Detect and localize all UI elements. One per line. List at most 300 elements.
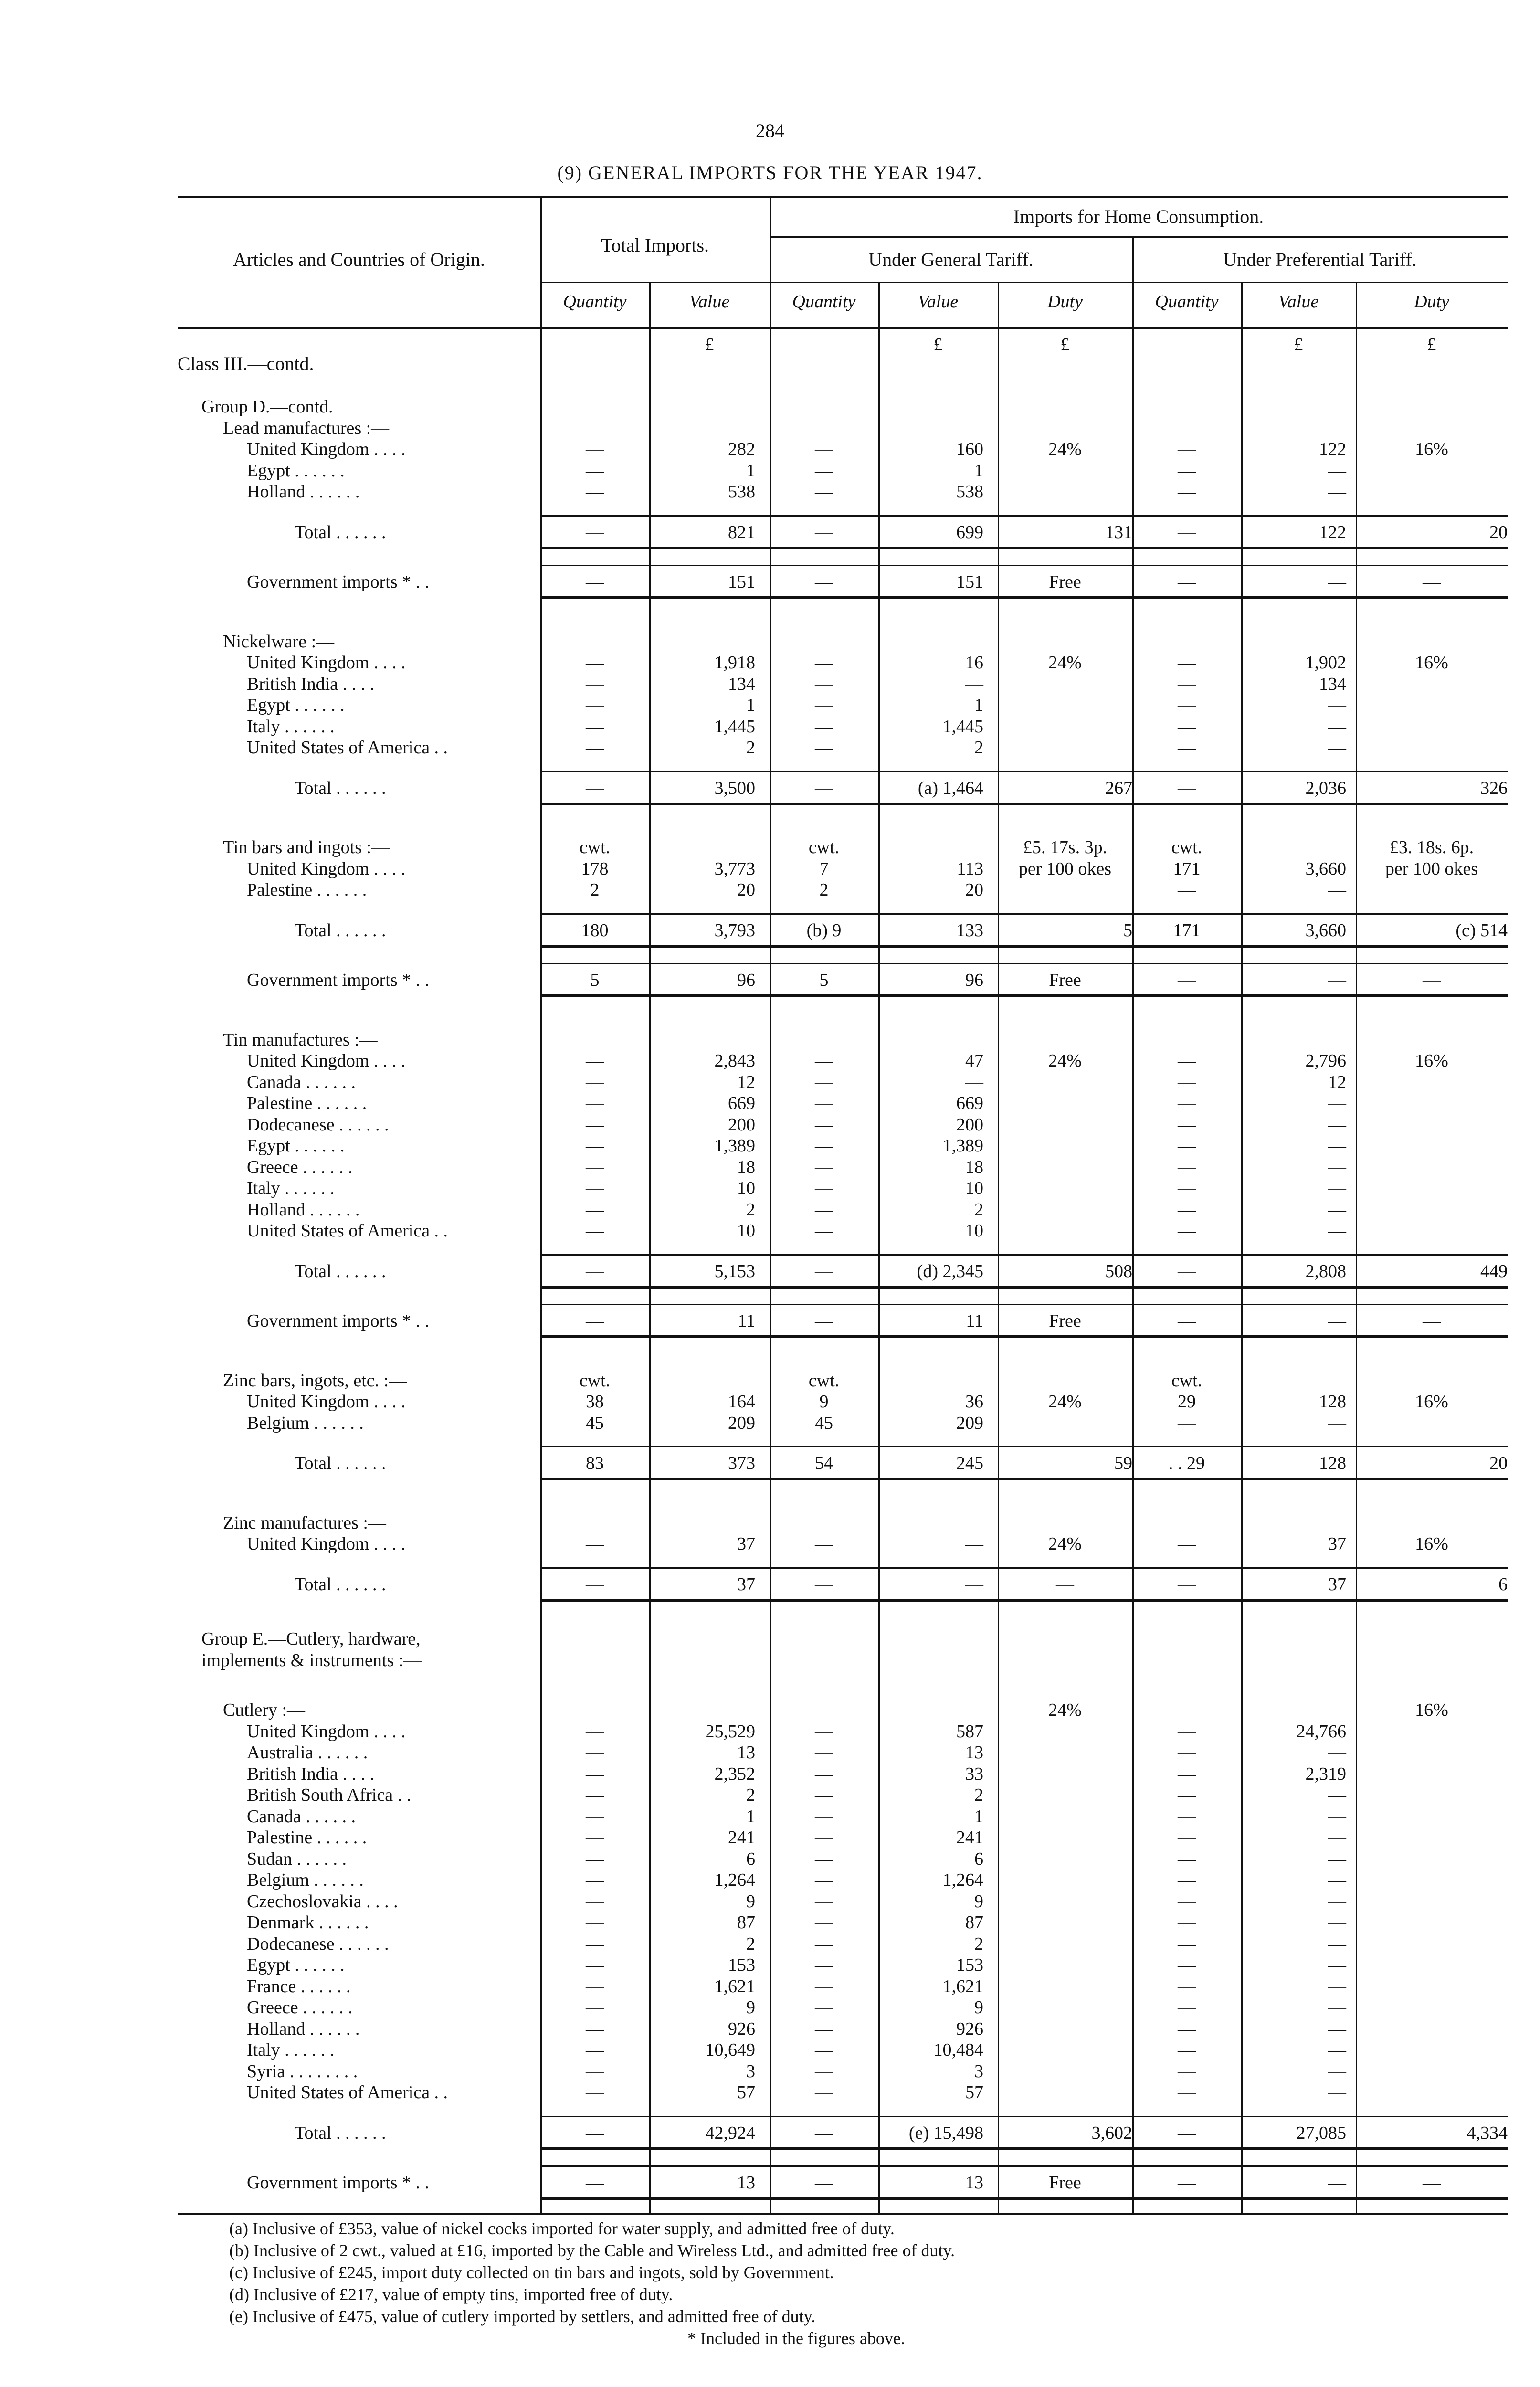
cell-pd: — [1423, 1311, 1441, 1331]
header-total-imports: Total Imports. [601, 234, 709, 256]
cell-pv: 12 [1328, 1072, 1346, 1092]
pound-total-value: £ [705, 335, 714, 355]
cell-pq: — [1178, 1955, 1196, 1975]
cell-tq: — [586, 1311, 604, 1331]
cell-pv: — [1328, 572, 1346, 592]
row-label-item: Egypt . . . . . . [247, 1955, 345, 1975]
cell-tv: 209 [728, 1413, 755, 1433]
pound-general-value: £ [933, 335, 943, 355]
row-label-item: Egypt . . . . . . [247, 460, 345, 481]
column-line [770, 196, 771, 2213]
cell-tv: 373 [728, 1453, 755, 1473]
cell-pq: — [1178, 1891, 1196, 1912]
cell-tv: 20 [737, 880, 755, 900]
cell-pd: per 100 okes [1385, 858, 1478, 879]
cell-tv: 11 [738, 1311, 755, 1331]
cell-pq: — [1178, 1178, 1196, 1198]
cell-gq: — [815, 2173, 833, 2193]
cell-pv: — [1328, 716, 1346, 737]
cell-gv: 538 [956, 482, 983, 502]
cell-gv: (a) 1,464 [918, 778, 983, 798]
table-bottom-rule [178, 2213, 1508, 2215]
header-general-tariff: Under General Tariff. [868, 249, 1034, 270]
cell-gv: 669 [956, 1093, 983, 1113]
cell-gq: (b) 9 [806, 920, 842, 940]
cell-gq: — [815, 572, 833, 592]
cell-gv: 153 [956, 1955, 983, 1975]
cell-tq: — [586, 1997, 604, 2017]
cell-tv: 18 [737, 1157, 755, 1177]
total-rule-bottom [540, 1335, 1508, 1338]
cell-gd: 5 [1123, 920, 1132, 940]
cell-gv: — [965, 1534, 983, 1554]
cell-gq: — [815, 1072, 833, 1092]
cell-gd: Free [1049, 2173, 1081, 2193]
header-bottom-rule [178, 327, 1508, 329]
cell-tv: 153 [728, 1955, 755, 1975]
row-label-gov: Government imports * . . [247, 1311, 430, 1331]
cell-gq: — [815, 1785, 833, 1805]
cell-tv: 10 [737, 1178, 755, 1198]
cell-pq: — [1178, 1093, 1196, 1113]
cell-tq: — [586, 439, 604, 459]
cell-gv: 926 [956, 2018, 983, 2039]
cell-tv: 2 [746, 1933, 755, 1954]
footnote-b: (b) Inclusive of 2 cwt., valued at £16, imported by the Cable and Wireless Ltd., and admitted free of duty. [229, 2241, 955, 2260]
cell-pv: — [1328, 1806, 1346, 1827]
cell-gd: 24% [1048, 1534, 1082, 1554]
cell-tv: 37 [737, 1574, 755, 1595]
cell-gq: — [815, 1891, 833, 1912]
cell-tq: — [586, 2040, 604, 2060]
cell-pq: — [1178, 439, 1196, 459]
cell-tq: — [586, 1785, 604, 1805]
cell-tq: 38 [586, 1392, 604, 1412]
row-label-item: Holland . . . . . . [247, 482, 360, 502]
cell-pq: — [1178, 970, 1196, 990]
cell-tq: — [586, 482, 604, 502]
cell-tq: — [586, 1534, 604, 1554]
cell-pv: 37 [1328, 1574, 1346, 1595]
cell-gv: 2 [974, 1933, 983, 1954]
cell-tv: 282 [728, 439, 755, 459]
cell-pv: — [1328, 1199, 1346, 1220]
cell-tq: cwt. [579, 1370, 611, 1391]
cell-gv: 3 [974, 2061, 983, 2081]
cell-gd: 267 [1105, 778, 1132, 798]
cell-gq: — [815, 460, 833, 481]
cell-gv: 699 [956, 522, 983, 542]
cell-pq: — [1178, 1806, 1196, 1827]
cell-tv: 10 [737, 1221, 755, 1241]
row-label-total: Total . . . . . . [295, 2123, 386, 2143]
cell-pv: 37 [1328, 1534, 1346, 1554]
cell-pq: — [1178, 1976, 1196, 1996]
cell-tv: 821 [728, 522, 755, 542]
total-rule-bottom [540, 596, 1508, 599]
header-pref-quantity: Quantity [1155, 292, 1219, 312]
cell-pq: — [1178, 572, 1196, 592]
total-rule-top [540, 913, 1508, 915]
cell-pq: — [1178, 522, 1196, 542]
cell-gq: — [815, 1955, 833, 1975]
header-pref-duty: Duty [1414, 292, 1449, 312]
cell-pv: — [1328, 2082, 1346, 2102]
cell-pv: — [1328, 482, 1346, 502]
cell-tv: 1 [746, 1806, 755, 1827]
cell-tv: 87 [737, 1912, 755, 1933]
cell-pv: — [1328, 1136, 1346, 1156]
cell-gv: 200 [956, 1114, 983, 1135]
cell-gv: 209 [956, 1413, 983, 1433]
cell-gq: — [815, 1093, 833, 1113]
cell-pd: 4,334 [1466, 2123, 1508, 2143]
cell-pq: — [1178, 1114, 1196, 1135]
pound-pref-duty: £ [1427, 335, 1436, 355]
cell-pq: 29 [1178, 1392, 1196, 1412]
cell-gq: — [815, 1976, 833, 1996]
cell-gv: 96 [965, 970, 983, 990]
cell-pq: — [1178, 1743, 1196, 1763]
cell-gv: 11 [966, 1311, 983, 1331]
footnotes [229, 2218, 955, 2349]
cell-tq: 83 [586, 1453, 604, 1473]
cell-pv: 3,660 [1305, 858, 1346, 879]
row-label-total: Total . . . . . . [295, 1453, 386, 1473]
row-label-item: British India . . . . [247, 1764, 375, 1784]
cell-tq: — [586, 1072, 604, 1092]
cell-pv: 2,796 [1305, 1051, 1346, 1071]
cell-gd: 24% [1048, 439, 1082, 459]
total-rule-bottom [540, 803, 1508, 805]
row-label-gov: Government imports * . . [247, 2173, 430, 2193]
cell-pq: cwt. [1171, 837, 1202, 857]
row-label-item: Australia . . . . . . [247, 1743, 368, 1763]
cell-tv: 10,649 [705, 2040, 755, 2060]
cell-gq: — [815, 653, 833, 673]
cell-tv: 9 [746, 1891, 755, 1912]
header-home-consumption: Imports for Home Consumption. [1013, 206, 1264, 227]
cell-pd: — [1423, 970, 1441, 990]
cell-gq: 5 [819, 970, 829, 990]
row-label-item: Dodecanese . . . . . . [247, 1114, 389, 1135]
pound-general-duty: £ [1060, 335, 1070, 355]
row-label-total: Total . . . . . . [295, 778, 386, 798]
cell-pq: — [1178, 716, 1196, 737]
cell-tq: — [586, 2173, 604, 2193]
row-label-item: Syria . . . . . . . . [247, 2061, 358, 2081]
cell-tq: — [586, 1221, 604, 1241]
cell-gv: 2 [974, 1785, 983, 1805]
cell-gv: 16 [965, 653, 983, 673]
cell-pd: 449 [1480, 1261, 1508, 1281]
cell-tv: 13 [737, 1743, 755, 1763]
row-label-item: Holland . . . . . . [247, 2018, 360, 2039]
row-label-item: British India . . . . [247, 674, 375, 694]
cell-gv: (e) 15,498 [908, 2123, 983, 2143]
row-label-total: Total . . . . . . [295, 522, 386, 542]
cell-pv: — [1328, 2061, 1346, 2081]
cell-pd: 16% [1415, 439, 1448, 459]
cell-pq: — [1178, 1199, 1196, 1220]
footnote-d: (d) Inclusive of £217, value of empty tins, imported free of duty. [229, 2285, 673, 2304]
cell-tv: 2,843 [714, 1051, 755, 1071]
cell-pv: — [1328, 2040, 1346, 2060]
cell-pd: — [1423, 572, 1441, 592]
column-line [1241, 282, 1243, 2213]
cell-tv: 241 [728, 1827, 755, 1848]
cell-pd: 16% [1415, 653, 1448, 673]
cell-gd: 508 [1105, 1261, 1132, 1281]
cell-tq: — [586, 1178, 604, 1198]
total-rule-top [540, 1446, 1508, 1447]
row-label-item: British South Africa . . [247, 1785, 411, 1805]
row-label-item: Greece . . . . . . [247, 1997, 353, 2017]
cell-pq: — [1178, 1261, 1196, 1281]
cell-tv: 12 [737, 1072, 755, 1092]
cell-pd: 16% [1415, 1700, 1448, 1720]
cell-tv: 1,621 [714, 1976, 755, 1996]
cell-gv: 10 [965, 1178, 983, 1198]
cell-gq: — [815, 2082, 833, 2102]
cell-pv: — [1328, 1743, 1346, 1763]
cell-pq: — [1178, 1051, 1196, 1071]
cell-tq: — [586, 1870, 604, 1890]
footnote-c: (c) Inclusive of £245, import duty collected on tin bars and ingots, sold by Government. [229, 2263, 834, 2282]
cell-gq: — [815, 1764, 833, 1784]
cell-tq: — [586, 1912, 604, 1933]
total-rule-bottom [540, 994, 1508, 997]
total-rule-top [540, 2116, 1508, 2117]
cell-pq: cwt. [1171, 1370, 1202, 1391]
header-total-value: Value [689, 292, 730, 312]
total-rule-top [540, 1567, 1508, 1569]
cell-tv: 3,793 [714, 920, 755, 940]
footnote-a: (a) Inclusive of £353, value of nickel cocks imported for water supply, and admitted free of duty. [229, 2219, 895, 2238]
cell-gv: 57 [965, 2082, 983, 2102]
cell-gv: — [965, 1574, 983, 1595]
cell-pq: — [1178, 1764, 1196, 1784]
cell-gq: — [815, 1261, 833, 1281]
row-label-sub: Tin bars and ingots :— [223, 837, 390, 857]
cell-tv: 1,389 [714, 1136, 755, 1156]
cell-pv: — [1328, 1157, 1346, 1177]
cell-gd: 131 [1105, 522, 1132, 542]
row-label-item: Sudan . . . . . . [247, 1848, 347, 1869]
cell-gq: — [815, 2018, 833, 2039]
row-label-item: Italy . . . . . . [247, 1178, 335, 1198]
page-number: 284 [756, 120, 784, 141]
cell-pq: — [1178, 460, 1196, 481]
cell-gq: — [815, 778, 833, 798]
cell-tv: 57 [737, 2082, 755, 2102]
row-label-item: Dodecanese . . . . . . [247, 1933, 389, 1954]
footnote-e: (e) Inclusive of £475, value of cutlery imported by settlers, and admitted free of duty. [229, 2307, 816, 2326]
cell-tv: 1,918 [714, 653, 755, 673]
cell-pv: — [1328, 2018, 1346, 2039]
cell-gv: 47 [965, 1051, 983, 1071]
row-label-item: Denmark . . . . . . [247, 1912, 369, 1933]
cell-gd: 59 [1114, 1453, 1132, 1473]
cell-gq: — [815, 1136, 833, 1156]
cell-gv: 160 [956, 439, 983, 459]
cell-tv: 1,264 [714, 1870, 755, 1890]
cell-pd: 20 [1489, 522, 1508, 542]
row-label-gov: Government imports * . . [247, 970, 430, 990]
cell-pv: — [1328, 695, 1346, 715]
cell-gv: 113 [957, 858, 983, 879]
cell-pd: 16% [1415, 1051, 1448, 1071]
cell-gd: 24% [1048, 1392, 1082, 1412]
cell-gv: 1,445 [942, 716, 983, 737]
cell-gq: — [815, 482, 833, 502]
cell-pv: — [1328, 2173, 1346, 2193]
cell-gv: 1 [974, 695, 983, 715]
cell-tq: cwt. [579, 837, 611, 857]
cell-tq: — [586, 1199, 604, 1220]
header-rule-sub [540, 282, 1508, 283]
total-rule-bottom [540, 1478, 1508, 1480]
cell-pv: — [1328, 1997, 1346, 2017]
table-top-rule [178, 196, 1508, 198]
cell-gv: 18 [965, 1157, 983, 1177]
cell-tv: 3 [746, 2061, 755, 2081]
row-label-item: United States of America . . [247, 738, 448, 758]
row-label-item: Belgium . . . . . . [247, 1870, 364, 1890]
cell-gq: 9 [819, 1392, 829, 1412]
class-heading: Class III.—contd. [178, 353, 314, 374]
cell-gq: — [815, 439, 833, 459]
cell-tv: 926 [728, 2018, 755, 2039]
cell-gq: — [815, 1997, 833, 2017]
cell-gq: — [815, 1051, 833, 1071]
cell-tq: 2 [590, 880, 600, 900]
cell-tv: 6 [746, 1848, 755, 1869]
cell-tq: — [586, 1743, 604, 1763]
cell-gv: 133 [956, 920, 983, 940]
cell-tv: 164 [728, 1392, 755, 1412]
cell-tv: 200 [728, 1114, 755, 1135]
cell-pq: — [1178, 2123, 1196, 2143]
cell-pv: — [1328, 1976, 1346, 1996]
cell-gq: 45 [815, 1413, 833, 1433]
cell-tv: 2 [746, 1785, 755, 1805]
cell-pv: 122 [1319, 439, 1346, 459]
cell-tv: 42,924 [705, 2123, 755, 2143]
cell-tq: — [586, 1136, 604, 1156]
row-label-item: Palestine . . . . . . [247, 1093, 367, 1113]
cell-tq: 45 [586, 1413, 604, 1433]
row-label-item: United Kingdom . . . . [247, 439, 406, 459]
cell-tq: 180 [581, 920, 609, 940]
row-label-sub: Cutlery :— [223, 1700, 306, 1720]
cell-pq: — [1178, 1072, 1196, 1092]
cell-tq: — [586, 1848, 604, 1869]
cell-pq: — [1178, 1785, 1196, 1805]
cell-pv: — [1328, 970, 1346, 990]
cell-pq: — [1178, 695, 1196, 715]
cell-pd: 16% [1415, 1534, 1448, 1554]
row-label-item: United States of America . . [247, 1221, 448, 1241]
cell-gq: — [815, 1806, 833, 1827]
cell-pv: 2,808 [1305, 1261, 1346, 1281]
cell-pd: — [1423, 2173, 1441, 2193]
cell-pq: — [1178, 1870, 1196, 1890]
row-label-item: United Kingdom . . . . [247, 1051, 406, 1071]
cell-gq: — [815, 1743, 833, 1763]
cell-tv: 134 [728, 674, 755, 694]
cell-pv: 2,036 [1305, 778, 1346, 798]
cell-gq: — [815, 1574, 833, 1595]
row-label-total: Total . . . . . . [295, 1574, 386, 1595]
cell-gq: — [815, 1534, 833, 1554]
row-label-item: Egypt . . . . . . [247, 695, 345, 715]
cell-gq: — [815, 695, 833, 715]
cell-gd: 24% [1048, 1700, 1082, 1720]
row-label-item: Belgium . . . . . . [247, 1413, 364, 1433]
cell-gd: 24% [1048, 1051, 1082, 1071]
cell-gv: 13 [965, 1743, 983, 1763]
cell-pv: — [1328, 1413, 1346, 1433]
cell-tq: — [586, 674, 604, 694]
cell-tq: — [586, 460, 604, 481]
cell-gv: 9 [974, 1891, 983, 1912]
cell-pq: — [1178, 778, 1196, 798]
cell-pv: — [1328, 1311, 1346, 1331]
cell-gq: — [815, 2040, 833, 2060]
cell-gq: cwt. [808, 1370, 840, 1391]
row-label-item: United Kingdom . . . . [247, 653, 406, 673]
cell-gq: — [815, 1221, 833, 1241]
cell-gq: — [815, 1848, 833, 1869]
cell-tq: — [586, 1891, 604, 1912]
cell-gv: 245 [956, 1453, 983, 1473]
cell-gq: — [815, 1157, 833, 1177]
cell-gv: 1,389 [942, 1136, 983, 1156]
header-total-quantity: Quantity [563, 292, 627, 312]
cell-pv: — [1328, 1891, 1346, 1912]
total-rule-top [540, 2165, 1508, 2167]
cell-pv: — [1328, 1848, 1346, 1869]
cell-pv: 3,660 [1305, 920, 1346, 940]
cell-pq: — [1178, 2082, 1196, 2102]
cell-gv: 2 [974, 1199, 983, 1220]
cell-gv: 151 [956, 572, 983, 592]
cell-pq: — [1178, 1912, 1196, 1933]
column-line [540, 196, 542, 2213]
cell-pq: — [1178, 1933, 1196, 1954]
cell-tq: — [586, 716, 604, 737]
cell-gv: — [965, 1072, 983, 1092]
row-label-sub: Zinc bars, ingots, etc. :— [223, 1370, 407, 1391]
cell-gd: 24% [1048, 653, 1082, 673]
cell-pv: — [1328, 1178, 1346, 1198]
total-rule-bottom [540, 1286, 1508, 1289]
cell-pq: — [1178, 1157, 1196, 1177]
cell-gq: — [815, 1114, 833, 1135]
imports-table [178, 196, 1508, 2213]
cell-pv: — [1328, 1933, 1346, 1954]
cell-tq: — [586, 1574, 604, 1595]
cell-pq: — [1178, 1413, 1196, 1433]
page-title: (9) GENERAL IMPORTS FOR THE YEAR 1947. [557, 162, 983, 183]
row-label-item: Holland . . . . . . [247, 1199, 360, 1220]
cell-pv: — [1328, 1785, 1346, 1805]
cell-tq: — [586, 1051, 604, 1071]
header-general-quantity: Quantity [792, 292, 856, 312]
cell-gq: 7 [819, 858, 829, 879]
cell-pv: — [1328, 1114, 1346, 1135]
